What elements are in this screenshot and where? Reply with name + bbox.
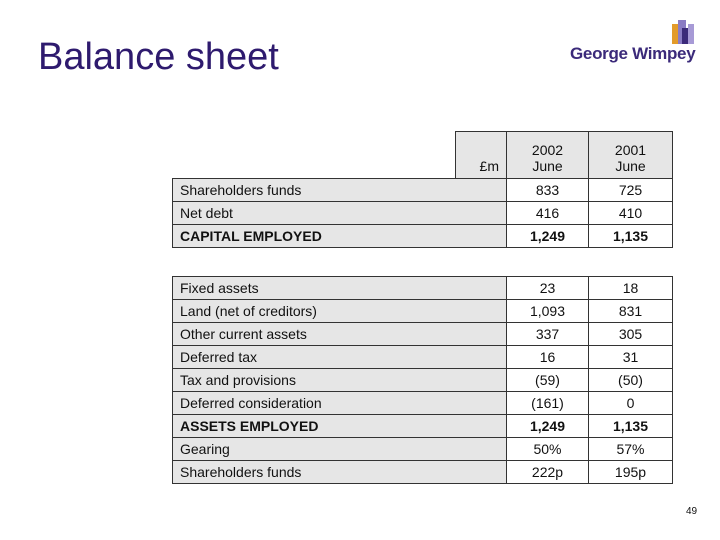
value-2002: 337 <box>507 323 589 346</box>
value-2002: 50% <box>507 438 589 461</box>
george-wimpey-logo <box>568 18 698 70</box>
table-row <box>173 225 673 248</box>
value-2001: 195p <box>589 461 673 484</box>
row-label: Land (net of creditors) <box>173 300 507 323</box>
col-2002-header: 2002 June <box>507 132 589 179</box>
value-2002: 416 <box>507 202 589 225</box>
row-label: Fixed assets <box>173 277 507 300</box>
table-row <box>173 392 673 415</box>
row-label: Shareholders funds <box>173 179 507 202</box>
table-row <box>173 179 673 202</box>
page-number: 49 <box>686 506 698 517</box>
table-row <box>173 346 673 369</box>
table-row <box>173 202 673 225</box>
row-label: Deferred consideration <box>173 392 507 415</box>
value-2001: 305 <box>589 323 673 346</box>
row-label: Tax and provisions <box>173 369 507 392</box>
value-2001: 1,135 <box>589 415 673 438</box>
row-label: Net debt <box>173 202 507 225</box>
value-2001: 410 <box>589 202 673 225</box>
value-2001: 725 <box>589 179 673 202</box>
table-row <box>173 415 673 438</box>
row-label: Other current assets <box>173 323 507 346</box>
value-2001: 1,135 <box>589 225 673 248</box>
value-2002: 1,249 <box>507 415 589 438</box>
value-2001: 831 <box>589 300 673 323</box>
table-row <box>173 438 673 461</box>
value-2002: 16 <box>507 346 589 369</box>
assets-table <box>172 276 673 484</box>
value-2002: (161) <box>507 392 589 415</box>
row-label: Gearing <box>173 438 507 461</box>
value-2001: 57% <box>589 438 673 461</box>
row-label: CAPITAL EMPLOYED <box>173 225 507 248</box>
value-2002: 222p <box>507 461 589 484</box>
row-label: Deferred tax <box>173 346 507 369</box>
table-row <box>173 323 673 346</box>
value-2002: 1,249 <box>507 225 589 248</box>
header-row <box>173 132 673 179</box>
row-label: Shareholders funds <box>173 461 507 484</box>
value-2002: 833 <box>507 179 589 202</box>
value-2001: (50) <box>589 369 673 392</box>
value-2001: 0 <box>589 392 673 415</box>
value-2001: 18 <box>589 277 673 300</box>
table-row <box>173 461 673 484</box>
slide-title: Balance sheet <box>38 36 279 78</box>
col-2001-header: 2001 June <box>589 132 673 179</box>
value-2002: (59) <box>507 369 589 392</box>
logo-text: George Wimpey <box>570 44 696 63</box>
table-row <box>173 277 673 300</box>
value-2002: 1,093 <box>507 300 589 323</box>
table-row <box>173 300 673 323</box>
capital-table <box>172 131 673 248</box>
value-2001: 31 <box>589 346 673 369</box>
unit-header: £m <box>456 132 507 179</box>
row-label: ASSETS EMPLOYED <box>173 415 507 438</box>
value-2002: 23 <box>507 277 589 300</box>
table-row <box>173 369 673 392</box>
